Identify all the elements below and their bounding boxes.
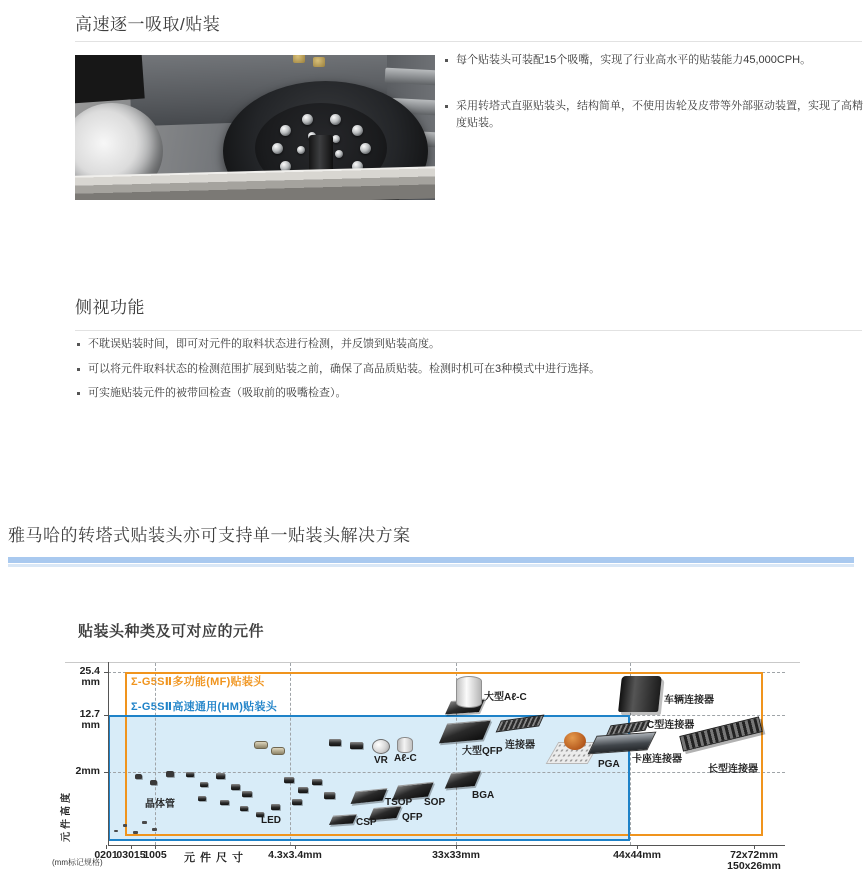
component-icon-transistor — [135, 774, 142, 779]
component-label: BGA — [472, 790, 495, 801]
component-icon-chip — [298, 787, 308, 793]
chart-top-border — [65, 662, 800, 663]
y-tickmark — [104, 772, 108, 773]
banner-title: 雅马哈的转塔式贴装头亦可支持单一贴装头解决方案 — [8, 526, 411, 545]
component-icon-dot — [142, 821, 147, 824]
component-icon-tall-conn — [618, 676, 662, 712]
component-icon-chip — [240, 806, 248, 811]
component-icon-melf — [254, 741, 268, 749]
x-tick-label: 44x44mm — [613, 849, 661, 861]
nozzle — [360, 143, 371, 154]
x-tick-label: 03015 — [116, 849, 146, 861]
component-icon-dot — [114, 830, 118, 832]
component-label: 晶体管 — [145, 799, 175, 810]
component-label: 大型QFP — [462, 746, 503, 757]
component-label: 车辆连接器 — [664, 695, 714, 706]
banner-bar-light — [8, 564, 854, 567]
component-icon-dot — [133, 831, 138, 834]
axis-note: (mm标记规格) — [52, 858, 103, 867]
nozzle — [272, 143, 283, 154]
x-tick-label: 72x72mm 150x26mm — [727, 849, 781, 873]
head-types-chart — [28, 660, 828, 874]
nozzle — [352, 125, 363, 136]
legend-mf-head: Σ-G5SⅡ多功能(MF)贴装头 — [131, 676, 265, 688]
pickup-bullet-list — [443, 52, 863, 133]
component-label: VR — [374, 755, 388, 766]
y-axis — [108, 662, 109, 845]
nozzle — [297, 146, 305, 154]
component-icon-chip — [216, 773, 225, 779]
component-icon-transistor — [166, 771, 174, 777]
y-tick-label: 25.4 mm — [79, 665, 100, 688]
nozzle — [330, 114, 341, 125]
component-icon-chip — [350, 742, 363, 749]
component-label: 长型连接器 — [708, 764, 758, 775]
y-tick-label: 2mm — [75, 765, 100, 777]
component-icon-chip — [284, 777, 294, 783]
component-icon-chip — [242, 791, 252, 797]
component-label: C型连接器 — [647, 720, 695, 731]
component-icon-chip — [186, 772, 194, 777]
section-title-pickup: 高速逐一吸取/贴装 — [75, 15, 221, 34]
component-label: QFP — [402, 812, 423, 823]
chart-title: 贴装头种类及可对应的元件 — [78, 623, 265, 640]
y-tickmark — [104, 715, 108, 716]
component-icon-dome — [564, 732, 586, 750]
component-icon-chip — [324, 792, 335, 799]
component-icon-cyl — [456, 676, 482, 708]
component-icon-chip — [220, 800, 229, 805]
component-label: SOP — [424, 797, 446, 808]
x-tick-label: 4.3x3.4mm — [268, 849, 322, 861]
component-label: 卡座连接器 — [632, 754, 682, 765]
component-icon-chip — [292, 799, 302, 805]
nozzle — [280, 125, 291, 136]
x-axis-title: 元件尺寸 — [184, 852, 248, 864]
divider — [75, 41, 862, 42]
x-tick-label: 1005 — [143, 849, 167, 861]
component-icon-chip — [312, 779, 322, 785]
x-tick-label: 0201 — [94, 849, 118, 861]
section-title-side-view: 侧视功能 — [75, 298, 145, 317]
bullet-item: 采用转塔式直驱贴装头，结构简单，不使用齿轮及皮带等外部驱动装置，实现了高精度贴装。 — [443, 98, 863, 133]
component-label: PGA — [598, 759, 620, 770]
nozzle — [335, 150, 343, 158]
chart-plot — [28, 660, 828, 874]
component-icon-dot — [152, 828, 157, 831]
component-icon-chip — [329, 739, 341, 746]
side-view-bullet-list — [75, 336, 855, 403]
x-axis — [108, 845, 785, 846]
component-icon-alc — [397, 737, 413, 753]
y-tick-label: 12.7 mm — [79, 708, 100, 731]
photo-bracket-bar — [385, 68, 435, 86]
y-tickmark — [104, 672, 108, 673]
component-icon-chip — [271, 804, 280, 810]
divider — [75, 330, 862, 331]
bullet-item: 可以将元件取料状态的检测范围扩展到贴装之前，确保了高品质贴装。检测时机可在3种模式中进行选择。 — [75, 361, 855, 379]
component-label: CSP — [356, 817, 377, 828]
legend-hm-head: Σ-G5SⅡ高速通用(HM)贴装头 — [131, 701, 278, 713]
component-label: Aℓ-C — [394, 753, 417, 764]
component-icon-vr — [372, 739, 390, 754]
bullet-item: 可实施贴装元件的被带回检查（吸取前的吸嘴检查）。 — [75, 385, 855, 403]
banner-bar — [8, 557, 854, 563]
component-icon-melf — [271, 747, 285, 755]
x-tick-label: 33x33mm — [432, 849, 480, 861]
component-icon-dot — [123, 824, 127, 827]
component-icon-chip — [231, 784, 240, 790]
component-icon-transistor — [150, 780, 157, 785]
component-label: TSOP — [385, 797, 413, 808]
photo-gold-fitting — [293, 55, 305, 63]
bullet-item: 每个贴装头可装配15个吸嘴，实现了行业高水平的贴装能力45,000CPH。 — [443, 52, 863, 70]
photo-camera-block — [75, 55, 145, 103]
component-label: 大型Aℓ-C — [484, 692, 527, 703]
bullet-item: 不耽误贴装时间，即可对元件的取料状态进行检测，并反馈到贴装高度。 — [75, 336, 855, 354]
component-label: 连接器 — [505, 740, 535, 751]
machine-photo — [75, 55, 435, 200]
component-icon-chip — [198, 796, 206, 801]
photo-gold-fitting — [313, 57, 325, 67]
y-axis-title: 元件高度 — [61, 790, 72, 842]
component-icon-chip — [200, 782, 208, 787]
nozzle — [302, 114, 313, 125]
component-label: LED — [261, 815, 281, 826]
